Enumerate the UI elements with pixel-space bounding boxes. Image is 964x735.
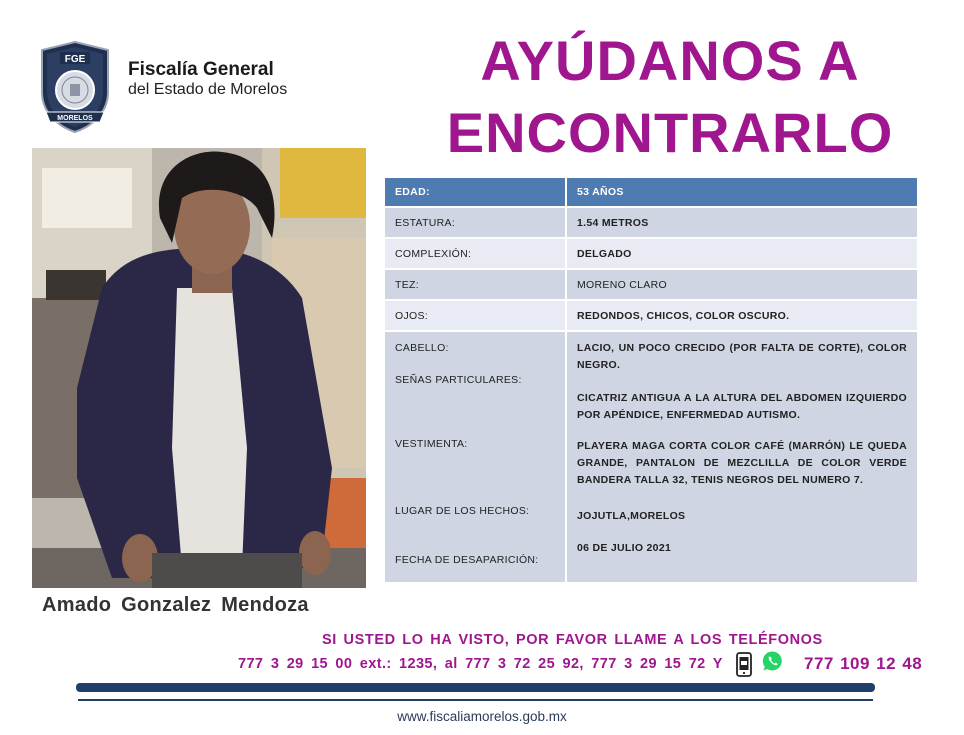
whatsapp-number: 777 109 12 48 — [804, 654, 923, 673]
headline-line-2: ENCONTRARLO — [446, 101, 894, 164]
logo-badge-text: FGE — [64, 54, 86, 65]
complexion-value: DELGADO — [577, 247, 632, 260]
table-row-estatura — [385, 208, 917, 239]
edad-label: EDAD: — [385, 178, 567, 206]
senas-value: CICATRIZ ANTIGUA A LA ALTURA DEL ABDOMEN IZQUIERDO POR APÉNDICE, ENFERMEDAD AUTISMO. — [577, 392, 907, 421]
tez-value: MORENO CLARO — [577, 278, 667, 291]
vestimenta-value: PLAYERA MAGA CORTA COLOR CAFÉ (MARRÓN) LE QUEDA GRANDE, PANTALON DE MEZCLILLA DE COLOR VERDE BANDERA TALLA 32, TENIS NEGROS DEL NUMERO 7. — [577, 440, 907, 486]
whatsapp-icon — [762, 650, 784, 672]
details-values — [567, 332, 917, 582]
cabello-label: CABELLO: — [395, 342, 449, 354]
description-table — [385, 178, 917, 584]
table-row-complexion — [385, 239, 917, 270]
table-row-edad — [385, 178, 917, 208]
lugar-value: JOJUTLA,MORELOS — [577, 510, 686, 522]
tez-label: TEZ: — [385, 270, 567, 299]
fecha-label: FECHA DE DESAPARICIÓN: — [395, 554, 539, 566]
lugar-label: LUGAR DE LOS HECHOS: — [395, 505, 530, 517]
fecha-value: 06 DE JULIO 2021 — [577, 542, 672, 554]
details-labels — [385, 332, 567, 582]
table-row-tez — [385, 270, 917, 301]
footer-divider-thin — [78, 699, 873, 701]
headline-line-1: AYÚDANOS A — [480, 29, 860, 92]
logo-ribbon-text: MORELOS — [57, 115, 93, 122]
estatura-value: 1.54 METROS — [577, 216, 649, 229]
ojos-label: OJOS: — [385, 301, 567, 330]
org-title: Fiscalía General — [128, 59, 274, 80]
table-row-ojos — [385, 301, 917, 332]
call-to-action: SI USTED LO HA VISTO, POR FAVOR LLAME A LOS TELÉFONOS — [322, 632, 823, 648]
phone-numbers: 777 3 29 15 00 ext.: 1235, al 777 3 72 25 92, 777 3 29 15 72 Y — [238, 656, 723, 672]
missing-person-name: Amado Gonzalez Mendoza — [42, 594, 309, 616]
senas-label: SEÑAS PARTICULARES: — [395, 374, 522, 386]
mobile-phone-icon — [736, 652, 752, 677]
website-link[interactable]: www.fiscaliamorelos.gob.mx — [397, 709, 567, 724]
ojos-value: REDONDOS, CHICOS, COLOR OSCURO. — [577, 309, 790, 322]
missing-person-photo — [32, 148, 366, 588]
table-row-details — [385, 332, 917, 584]
org-subtitle: del Estado de Morelos — [128, 81, 288, 98]
vestimenta-label: VESTIMENTA: — [395, 438, 468, 450]
footer-divider-thick — [76, 683, 875, 692]
estatura-label: ESTATURA: — [385, 208, 567, 237]
complexion-label: COMPLEXIÓN: — [385, 239, 567, 268]
organization-name — [128, 60, 287, 100]
fge-shield-logo — [38, 40, 112, 134]
edad-value: 53 AÑOS — [577, 186, 624, 198]
cabello-value: LACIO, UN POCO CRECIDO (POR FALTA DE CORTE), COLOR NEGRO. — [577, 342, 907, 371]
